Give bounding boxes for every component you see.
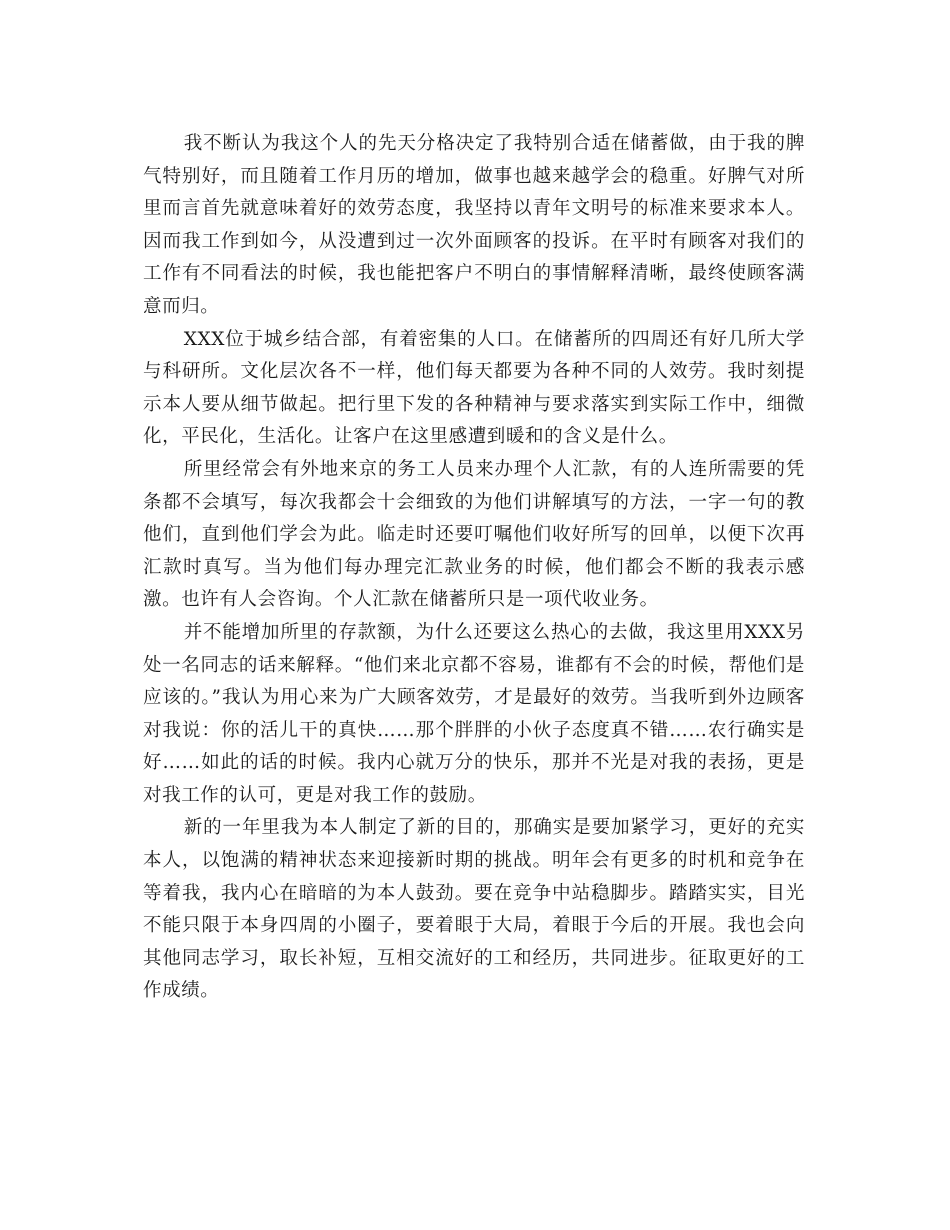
paragraph-4: 并不能增加所里的存款额，为什么还要这么热心的去做，我这里用XXX另处一名同志的话来解释。“他们来北京都不容易，谁都有不会的时候，帮他们是应该的。”我认为用心来为广大顾客效劳，才是最好的效劳。当我听到外边顾客对我说：你的活儿干的真快……那个胖胖的小伙子态度真不错……农行确实是好……如此的话的时候。我内心就万分的快乐，那并不光是对我的表扬，更是对我工作的认可，更是对我工作的鼓励。 [143, 621, 805, 806]
paragraph-5: 新的一年里我为本人制定了新的目的，那确实是要加紧学习，更好的充实本人，以饱满的精神状态来迎接新时期的挑战。明年会有更多的时机和竞争在等着我，我内心在暗暗的为本人鼓劲。要在竞争中站稳脚步。踏踏实实，目光不能只限于本身四周的小圈子，要着眼于大局，着眼于今后的开展。我也会向其他同志学习，取长补短，互相交流好的工和经历，共同进步。征取更好的工作成绩。 [143, 817, 805, 1002]
document-body [143, 128, 805, 1008]
paragraph-1: 我不断认为我这个人的先天分格决定了我特别合适在储蓄做，由于我的脾气特别好，而且随着工作月历的增加，做事也越来越学会的稳重。好脾气对所里而言首先就意味着好的效劳态度，我坚持以青年文明号的标准来要求本人。因而我工作到如今，从没遭到过一次外面顾客的投诉。在平时有顾客对我们的工作有不同看法的时候，我也能把客户不明白的事情解释清晰，最终使顾客满意而归。 [143, 133, 805, 317]
paragraph-2: XXX位于城乡结合部，有着密集的人口。在储蓄所的四周还有好几所大学与科研所。文化层次各不一样，他们每天都要为各种不同的人效劳。我时刻提示本人要从细节做起。把行里下发的各种精神与要求落实到实际工作中，细微化，平民化，生活化。让客户在这里感遭到暖和的含义是什么。 [143, 328, 805, 448]
paragraph-3: 所里经常会有外地来京的务工人员来办理个人汇款，有的人连所需要的凭条都不会填写，每次我都会十会细致的为他们讲解填写的方法，一字一句的教他们，直到他们学会为此。临走时还要叮嘱他们收好所写的回单，以便下次再汇款时真写。当为他们每办理完汇款业务的时候，他们都会不断的我表示感激。也许有人会咨询。个人汇款在储蓄所只是一项代收业务。 [143, 458, 805, 611]
